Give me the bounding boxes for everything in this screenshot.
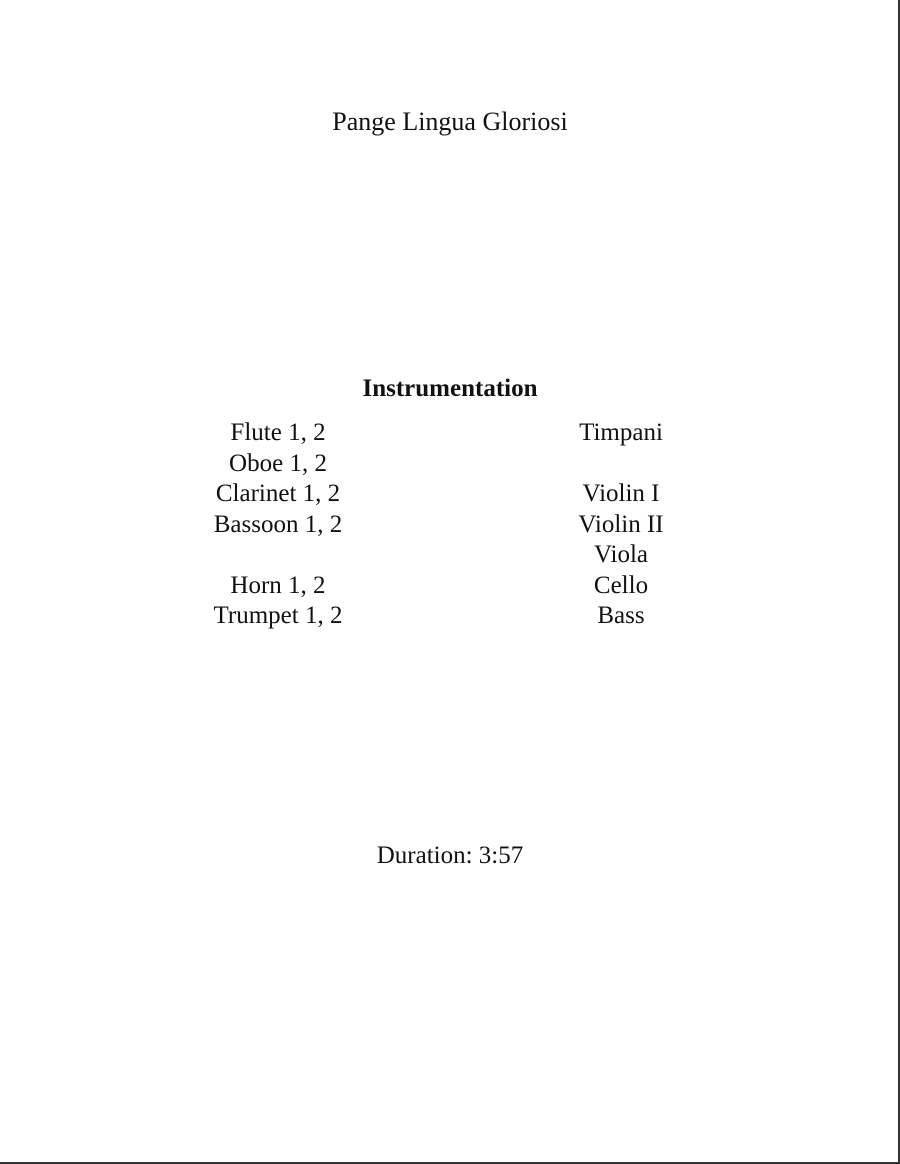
duration-text: Duration: 3:57 bbox=[376, 842, 524, 869]
percussion-strings-column bbox=[521, 418, 721, 632]
instrument-horn: Horn 1, 2 bbox=[230, 571, 326, 599]
instrument-timpani: Timpani bbox=[579, 419, 663, 446]
instrument-violin-1: Violin I bbox=[582, 480, 660, 507]
instrument-cello: Cello bbox=[593, 571, 649, 599]
instrument-trumpet: Trumpet 1, 2 bbox=[213, 602, 343, 629]
instrument-bass: Bass bbox=[597, 602, 645, 629]
instrument-oboe: Oboe 1, 2 bbox=[229, 449, 327, 477]
instrument-violin-2: Violin II bbox=[578, 510, 664, 538]
instrument-viola: Viola bbox=[593, 541, 649, 568]
instrumentation-heading: Instrumentation bbox=[362, 375, 538, 402]
instrument-spacer bbox=[178, 540, 378, 571]
instrument-clarinet: Clarinet 1, 2 bbox=[215, 480, 341, 507]
winds-brass-column bbox=[178, 418, 378, 632]
page-title: Pange Lingua Gloriosi bbox=[332, 107, 568, 136]
instrument-spacer bbox=[521, 449, 721, 480]
instrument-bassoon: Bassoon 1, 2 bbox=[213, 510, 343, 538]
instrument-flute: Flute 1, 2 bbox=[230, 419, 326, 446]
